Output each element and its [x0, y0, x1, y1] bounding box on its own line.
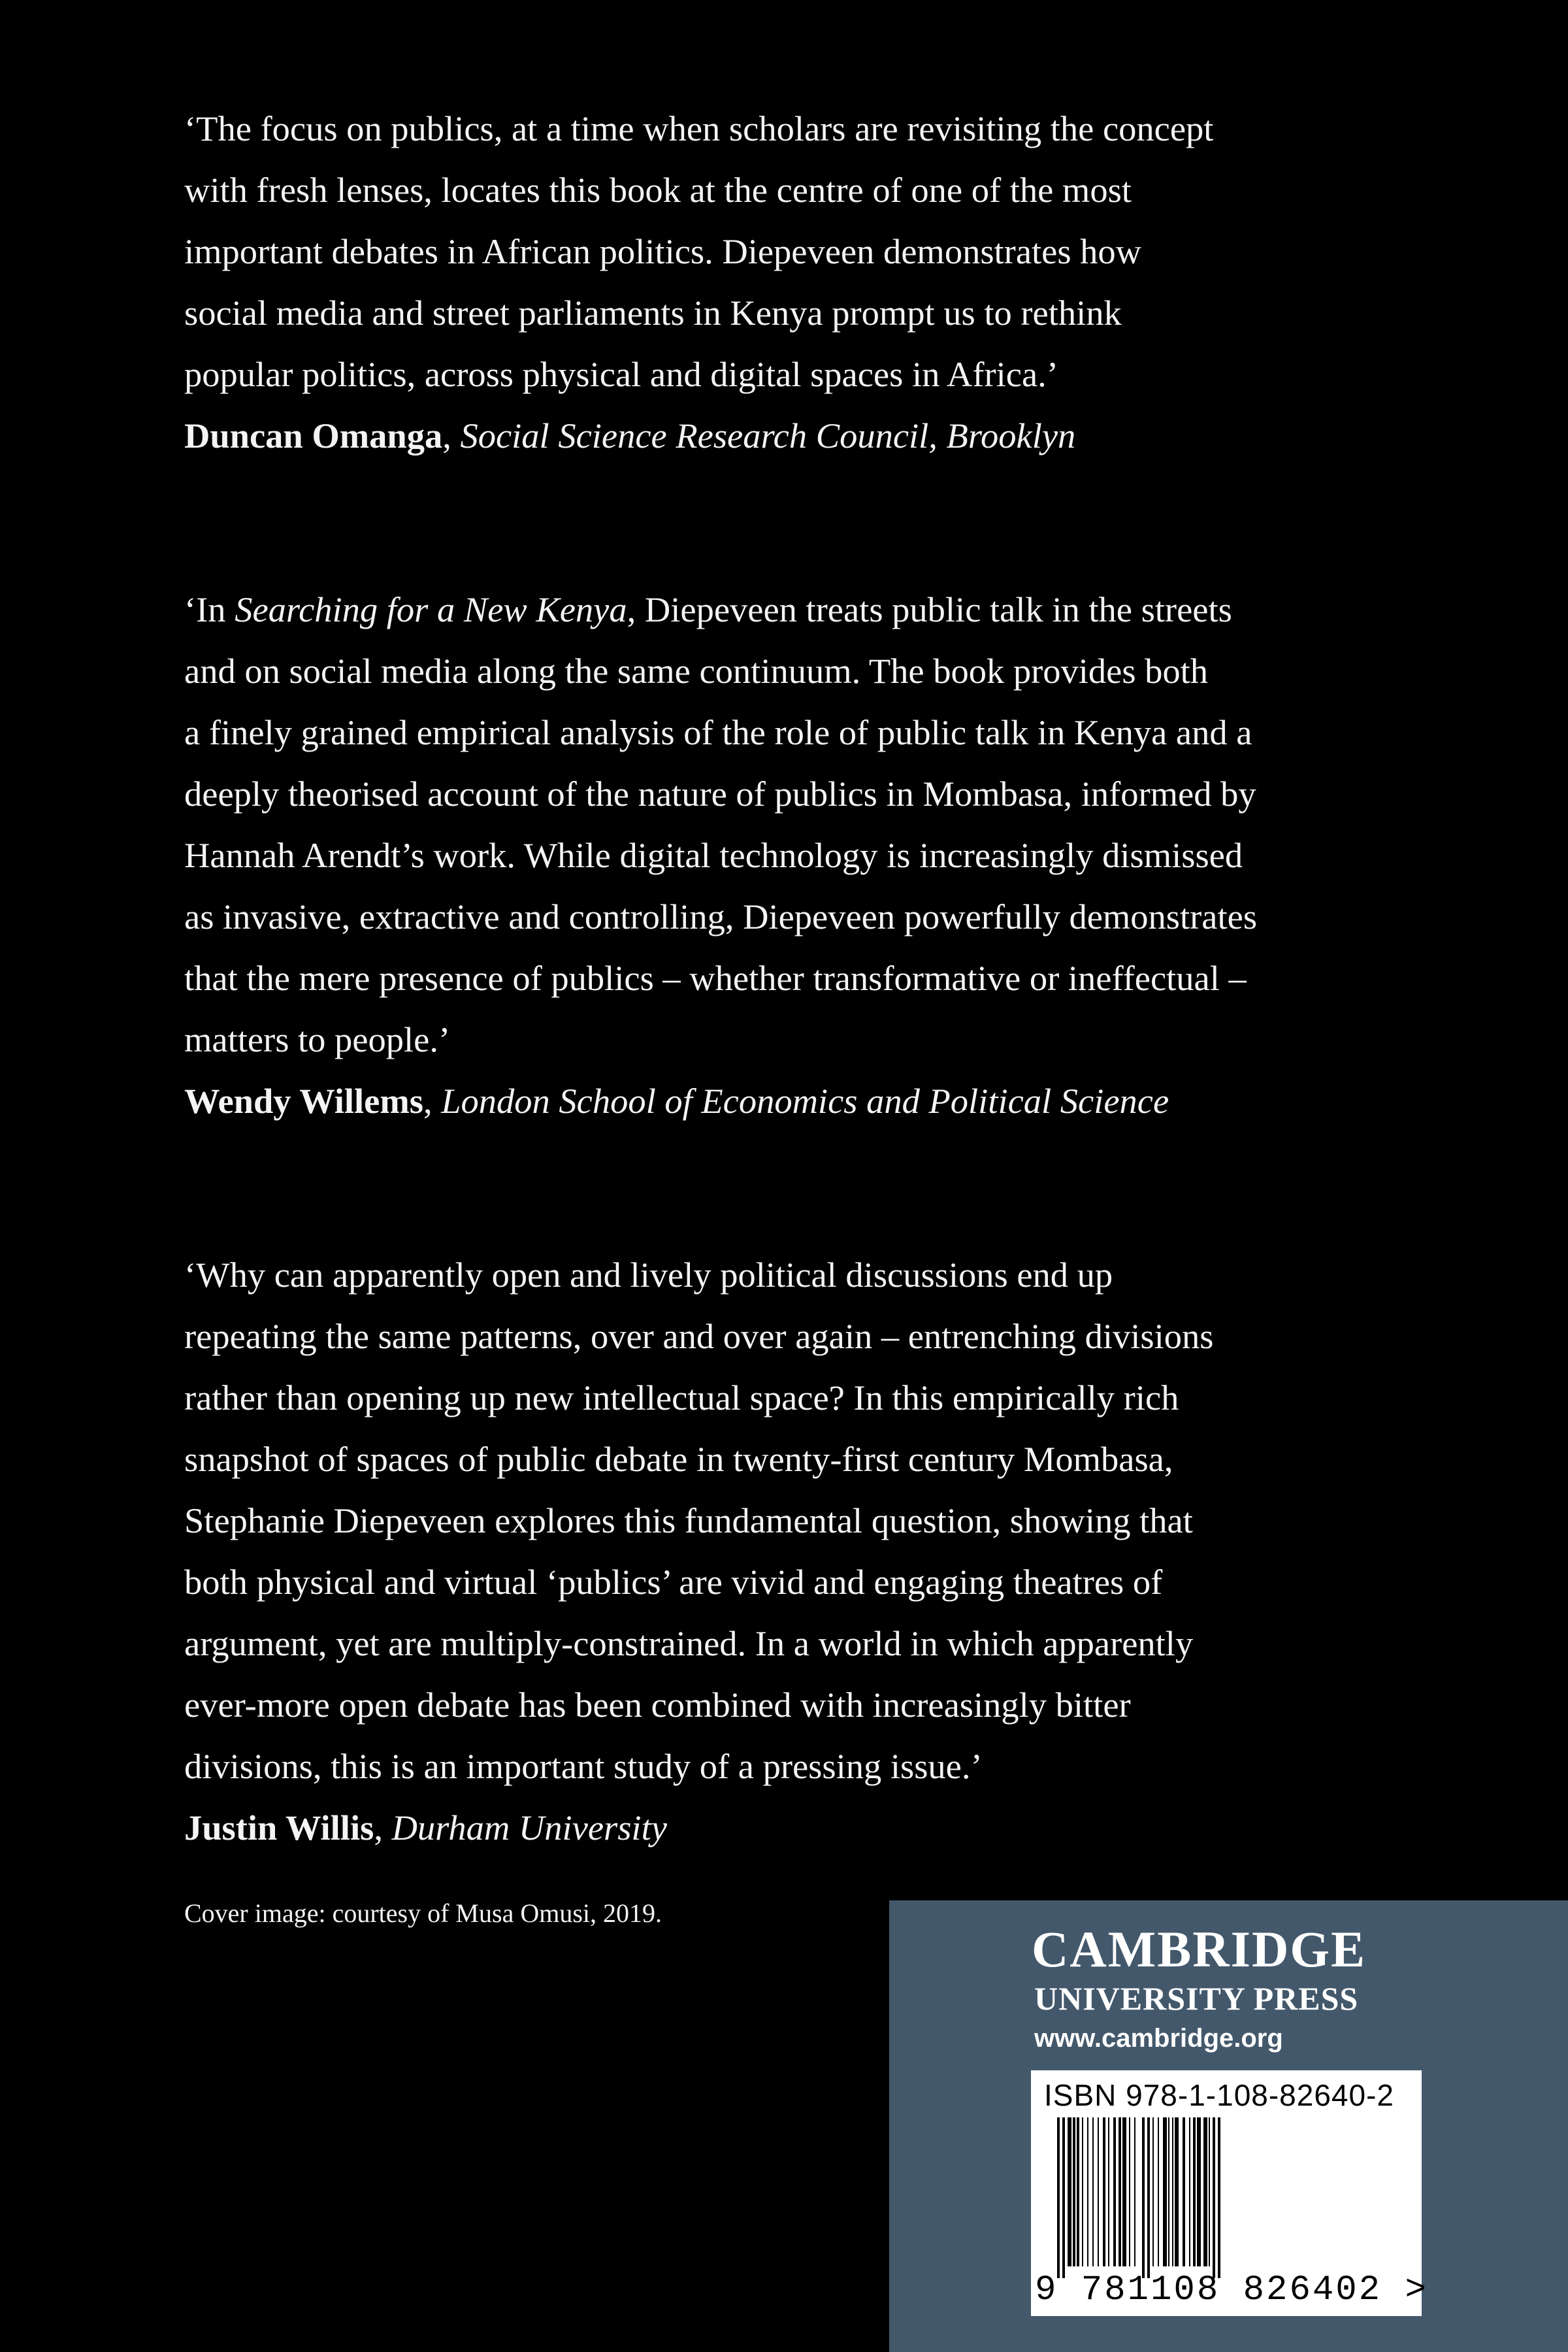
barcode-bar — [1113, 2117, 1116, 2266]
publisher-panel — [889, 1900, 1568, 2352]
barcode-bar — [1189, 2117, 1190, 2266]
barcode-bar — [1152, 2117, 1154, 2266]
barcode-bar — [1103, 2117, 1105, 2266]
barcode-bar — [1213, 2117, 1215, 2278]
barcode-bar — [1193, 2117, 1196, 2266]
publisher-name: CAMBRIDGE — [1032, 1921, 1367, 1978]
author-affiliation: Durham University — [391, 1808, 667, 1847]
book-title: Searching for a New Kenya — [235, 589, 627, 629]
author-name: Wendy Willems — [184, 1081, 423, 1121]
barcode-bar — [1142, 2117, 1145, 2278]
barcode-bar — [1183, 2117, 1185, 2266]
barcode-bar — [1172, 2117, 1173, 2266]
quote-line: ‘The focus on publics, at a time when scholars are revisiting the concept — [184, 108, 1214, 148]
quote-line: deeply theorised account of the nature of publics in Mombasa, informed by — [184, 774, 1256, 814]
barcode-bar — [1073, 2117, 1075, 2266]
quote-line: ever-more open debate has been combined with increasingly bitter — [184, 1685, 1131, 1725]
quote-line: argument, yet are multiply-constrained. In a world in which apparently — [184, 1623, 1194, 1663]
quote-line: as invasive, extractive and controlling, Diepeveen powerfully demonstrates — [184, 897, 1258, 936]
barcode-bar — [1122, 2117, 1126, 2266]
quote-line: and on social media along the same continuum. The book provides both — [184, 651, 1209, 691]
barcode-digits: 9 781108 826402 > — [1035, 2270, 1428, 2310]
barcode-bar — [1203, 2117, 1207, 2266]
attribution: Duncan Omanga, Social Science Research Council, Brooklyn — [184, 416, 1076, 455]
attribution: Wendy Willems, London School of Economics and Political Science — [184, 1081, 1169, 1121]
barcode-bar — [1168, 2117, 1169, 2266]
cover-image-credit: Cover image: courtesy of Musa Omusi, 2019. — [184, 1898, 662, 1928]
author-affiliation: London School of Economics and Political Science — [441, 1081, 1169, 1121]
barcode-bar — [1068, 2117, 1071, 2266]
publisher-url: www.cambridge.org — [1034, 2024, 1283, 2053]
attribution: Justin Willis, Durham University — [184, 1808, 667, 1847]
barcode-bar — [1062, 2117, 1065, 2278]
quote-line: rather than opening up new intellectual space? In this empirically rich — [184, 1378, 1179, 1417]
barcode-bar — [1158, 2117, 1159, 2266]
barcode-bar — [1197, 2117, 1201, 2266]
endorsement-3 — [184, 1244, 1399, 1859]
barcode-bar — [1163, 2117, 1167, 2266]
isbn-label: ISBN 978-1-108-82640-2 — [1044, 2078, 1394, 2112]
barcode-bar — [1147, 2117, 1150, 2278]
publisher-subtitle: UNIVERSITY PRESS — [1034, 1980, 1359, 2017]
barcode-bar — [1129, 2117, 1130, 2266]
barcode-bar — [1057, 2117, 1060, 2278]
quote-line: Stephanie Diepeveen explores this fundamental question, showing that — [184, 1500, 1193, 1540]
quote-line: with fresh lenses, locates this book at the centre of one of the most — [184, 170, 1132, 210]
endorsement-1 — [184, 98, 1399, 467]
barcode-bar — [1098, 2117, 1099, 2266]
quote-suffix: , Diepeveen treats public talk in the streets — [627, 589, 1232, 629]
quote-line: that the mere presence of publics – whether transformative or ineffectual – — [184, 958, 1247, 998]
author-affiliation: Social Science Research Council, Brooklyn — [460, 416, 1076, 455]
author-name: Justin Willis — [184, 1808, 374, 1847]
quote-line: repeating the same patterns, over and over again – entrenching divisions — [184, 1316, 1214, 1356]
barcode-bar — [1087, 2117, 1088, 2266]
author-name: Duncan Omanga — [184, 416, 443, 455]
barcode-bar — [1209, 2117, 1210, 2266]
barcode-bar — [1134, 2117, 1135, 2266]
quote-line: both physical and virtual ‘publics’ are vivid and engaging theatres of — [184, 1562, 1163, 1602]
quote-line — [184, 579, 1399, 640]
quote-line: matters to people.’ — [184, 1019, 451, 1059]
barcode-bar — [1218, 2117, 1220, 2278]
barcode-bar — [1082, 2117, 1083, 2266]
barcode-bar — [1077, 2117, 1079, 2266]
quote-prefix: ‘In — [184, 589, 235, 629]
barcode-bar — [1175, 2117, 1179, 2266]
quote-line: Hannah Arendt’s work. While digital technology is increasingly dismissed — [184, 835, 1243, 875]
barcode-bar — [1092, 2117, 1094, 2266]
quote-line: divisions, this is an important study of a pressing issue.’ — [184, 1746, 983, 1786]
quote-line: ‘Why can apparently open and lively political discussions end up — [184, 1255, 1113, 1295]
quote-line: a finely grained empirical analysis of the role of public talk in Kenya and a — [184, 712, 1252, 752]
barcode-bar — [1119, 2117, 1121, 2266]
isbn-barcode — [1031, 2070, 1428, 2316]
quote-line: social media and street parliaments in Kenya prompt us to rethink — [184, 293, 1122, 333]
endorsements — [184, 98, 1399, 1971]
quote-line: important debates in African politics. Diepeveen demonstrates how — [184, 231, 1142, 271]
endorsement-2 — [184, 579, 1399, 1132]
barcode-bar — [1108, 2117, 1109, 2266]
quote-line: snapshot of spaces of public debate in twenty-first century Mombasa, — [184, 1439, 1173, 1479]
quote-line: popular politics, across physical and digital spaces in Africa.’ — [184, 354, 1058, 394]
